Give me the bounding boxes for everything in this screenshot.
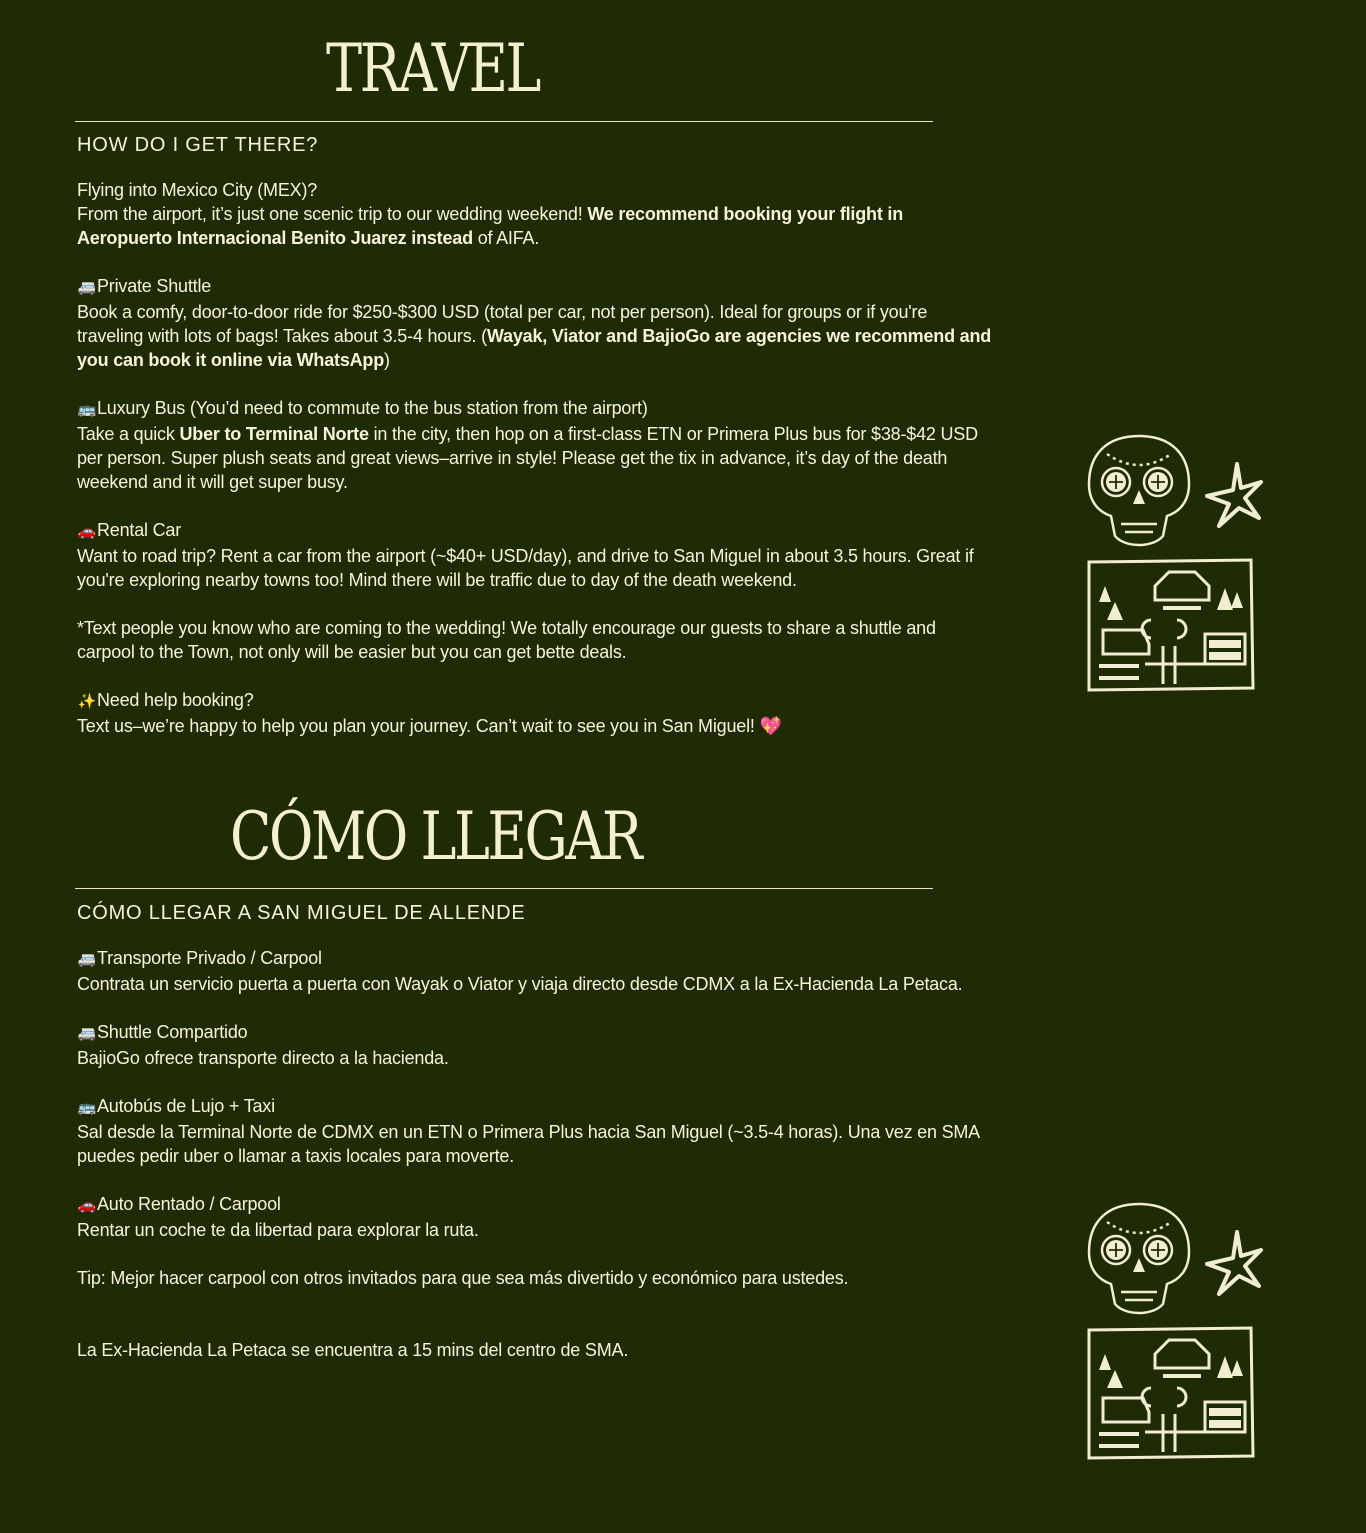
car-icon: 🚗 bbox=[77, 523, 97, 540]
como-llegar-subtitle: CÓMO LLEGAR A SAN MIGUEL DE ALLENDE bbox=[77, 902, 526, 924]
shuttle-paragraph: 🚐Private Shuttle Book a comfy, door-to-door ride for $250-$300 USD (total per car, not per person). Ideal for groups or if you're traveling with lots of bags! Takes about 3.5-4 hours. (Wayak, Viator and BajioGo are agencies we recommend and you can book it online via WhatsApp) bbox=[77, 276, 992, 370]
bus-icon: 🚌 bbox=[77, 401, 97, 418]
auto-paragraph: 🚗Auto Rentado / Carpool Rentar un coche te da libertad para explorar la ruta. bbox=[77, 1194, 479, 1240]
illustration-group bbox=[1085, 1200, 1270, 1462]
intro-bold: We recommend booking your flight in Aeropuerto Internacional Benito Juarez instead bbox=[77, 204, 904, 248]
town-map-icon bbox=[1085, 1326, 1255, 1460]
como-llegar-body bbox=[77, 946, 997, 1386]
travel-subtitle: HOW DO I GET THERE? bbox=[77, 134, 319, 156]
sugar-skull-icon bbox=[1085, 1200, 1193, 1318]
car-paragraph: 🚗Rental Car Want to road trip? Rent a car from the airport (~$40+ USD/day), and drive to San Miguel in about 3.5 hours. Great if you're exploring nearby towns too! Mind there will be traffic due to day of the death weekend. bbox=[77, 520, 974, 590]
privado-paragraph: 🚐Transporte Privado / Carpool Contrata un servicio puerta a puerta con Wayak o Viator y viaja directo desde CDMX a la Ex-Hacienda La Petaca. bbox=[77, 948, 963, 994]
help-heading: Need help booking? bbox=[97, 690, 254, 710]
minibus-icon: 🚐 bbox=[77, 1025, 97, 1042]
agencies-bold: Wayak, Viator and BajioGo are agencies we recommend and you can book it online via WhatsApp bbox=[77, 326, 992, 370]
help-paragraph: ✨Need help booking? Text us–we’re happy to help you plan your journey. Can’t wait to see you in San Miguel! 💖 bbox=[77, 690, 782, 736]
star-icon bbox=[1203, 1228, 1265, 1298]
intro-paragraph: Flying into Mexico City (MEX)? From the airport, it’s just one scenic trip to our wedding weekend! We recommend booking your flight in Aeropuerto Internacional Benito Juarez instead of AIFA. bbox=[77, 180, 904, 248]
car-icon: 🚗 bbox=[77, 1197, 97, 1214]
tip-paragraph: Tip: Mejor hacer carpool con otros invitados para que sea más divertido y económico para ustedes. bbox=[77, 1268, 849, 1288]
autobus-heading: Autobús de Lujo + Taxi bbox=[97, 1096, 275, 1116]
uber-bold: Uber to Terminal Norte bbox=[179, 424, 369, 444]
illustration-group bbox=[1085, 432, 1270, 694]
minibus-icon: 🚐 bbox=[77, 279, 97, 296]
travel-title: TRAVEL bbox=[326, 30, 540, 107]
shuttle-compartido-heading: Shuttle Compartido bbox=[97, 1022, 248, 1042]
sparkles-icon: ✨ bbox=[77, 693, 97, 710]
intro-heading: Flying into Mexico City (MEX)? bbox=[77, 180, 318, 200]
minibus-icon: 🚐 bbox=[77, 951, 97, 968]
shuttle-heading: Private Shuttle bbox=[97, 276, 212, 296]
heart-icon: 💖 bbox=[759, 716, 782, 736]
location-paragraph: La Ex-Hacienda La Petaca se encuentra a 15 mins del centro de SMA. bbox=[77, 1340, 629, 1360]
bus-heading: Luxury Bus (You’d need to commute to the bus station from the airport) bbox=[97, 398, 648, 418]
sugar-skull-icon bbox=[1085, 432, 1193, 550]
autobus-paragraph: 🚌Autobús de Lujo + Taxi Sal desde la Terminal Norte de CDMX en un ETN o Primera Plus hacia San Miguel (~3.5-4 horas). Una vez en SMA puedes pedir uber o llamar a taxis locales para moverte. bbox=[77, 1096, 979, 1166]
bus-icon: 🚌 bbox=[77, 1099, 97, 1116]
privado-heading: Transporte Privado / Carpool bbox=[97, 948, 322, 968]
travel-body bbox=[77, 178, 997, 762]
divider bbox=[75, 121, 933, 122]
auto-heading: Auto Rentado / Carpool bbox=[97, 1194, 281, 1214]
car-heading: Rental Car bbox=[97, 520, 182, 540]
divider bbox=[75, 888, 933, 889]
shuttle-compartido-paragraph: 🚐Shuttle Compartido BajioGo ofrece transporte directo a la hacienda. bbox=[77, 1022, 449, 1068]
bus-paragraph: 🚌Luxury Bus (You’d need to commute to the bus station from the airport) Take a quick Uber to Terminal Norte in the city, then hop on a first-class ETN or Primera Plus bus for $38-$42 USD per person. Super plush seats and great views–arrive in style! Please get the tix in advance, it’s day of the death weekend and it will get super busy. bbox=[77, 398, 978, 492]
star-icon bbox=[1203, 460, 1265, 530]
carpool-note: *Text people you know who are coming to the wedding! We totally encourage our guests to share a shuttle and carpool to the Town, not only will be easier but you can get bette deals. bbox=[77, 618, 936, 662]
como-llegar-title: CÓMO LLEGAR bbox=[230, 798, 641, 875]
town-map-icon bbox=[1085, 558, 1255, 692]
